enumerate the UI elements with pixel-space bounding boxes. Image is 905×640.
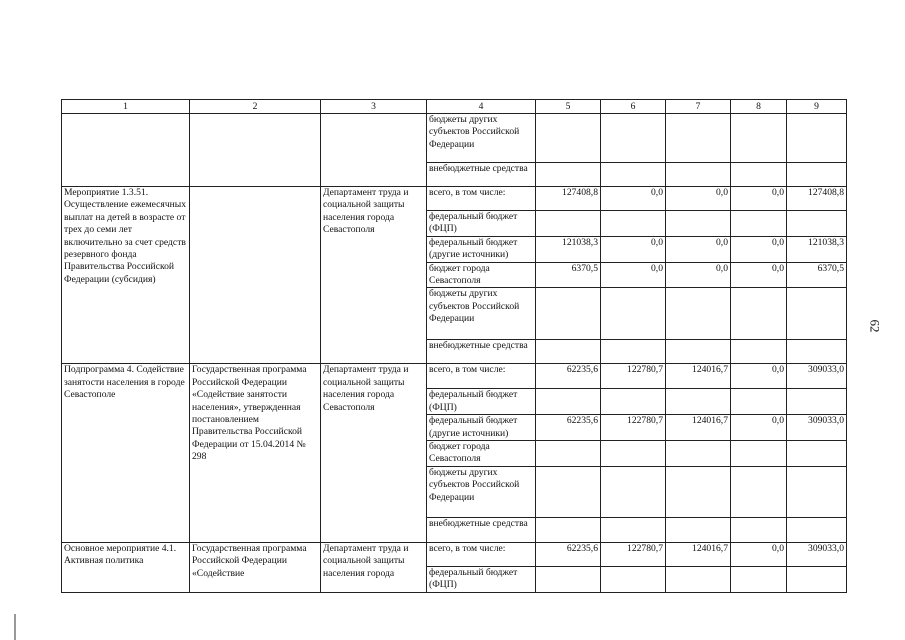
amount-cell — [536, 114, 601, 163]
table-row — [62, 114, 847, 163]
funding-source-cell: внебюджетные средства — [427, 340, 536, 364]
amount-cell: 309033,0 — [787, 542, 847, 566]
amount-cell: 122780,7 — [601, 364, 666, 389]
amount-cell — [666, 211, 731, 237]
amount-cell — [787, 340, 847, 364]
table-row — [62, 542, 847, 566]
table-body — [62, 100, 847, 593]
executor-cell: Департамент труда и социальной защиты населения города Севастополя — [321, 364, 427, 542]
amount-cell: 0,0 — [731, 236, 787, 262]
amount-cell — [666, 114, 731, 163]
scan-edge-mark — [14, 614, 16, 640]
amount-cell — [731, 114, 787, 163]
amount-cell — [666, 389, 731, 415]
header-cell: 1 — [62, 100, 190, 114]
funding-source-cell: бюджеты других субъектов Российской Федерации — [427, 466, 536, 517]
program-cell — [190, 187, 321, 364]
amount-cell: 62235,6 — [536, 415, 601, 441]
amount-cell: 122780,7 — [601, 415, 666, 441]
amount-cell: 0,0 — [731, 262, 787, 288]
activity-name-cell: Основное мероприятие 4.1. Активная политика — [62, 542, 190, 592]
header-cell: 3 — [321, 100, 427, 114]
budget-table — [61, 99, 847, 593]
amount-cell — [666, 441, 731, 467]
activity-name-cell: Подпрограмма 4. Содействие занятости населения в городе Севастополе — [62, 364, 190, 542]
header-cell: 2 — [190, 100, 321, 114]
amount-cell — [536, 163, 601, 187]
program-cell: Государственная программа Российской Федерации «Содействие занятости населения», утвержденная постановлением Правительства Российской Федерации от 15.04.2014 № 298 — [190, 364, 321, 542]
amount-cell — [787, 288, 847, 340]
amount-cell: 0,0 — [731, 187, 787, 211]
executor-cell: Департамент труда и социальной защиты населения города — [321, 542, 427, 592]
amount-cell — [731, 340, 787, 364]
amount-cell: 0,0 — [731, 415, 787, 441]
header-cell: 8 — [731, 100, 787, 114]
amount-cell — [601, 517, 666, 542]
amount-cell — [787, 211, 847, 237]
amount-cell — [601, 466, 666, 517]
amount-cell — [601, 163, 666, 187]
amount-cell — [731, 389, 787, 415]
header-cell: 4 — [427, 100, 536, 114]
amount-cell — [601, 340, 666, 364]
funding-source-cell: федеральный бюджет (ФЦП) — [427, 389, 536, 415]
amount-cell — [731, 466, 787, 517]
amount-cell — [787, 466, 847, 517]
activity-name-cell — [62, 114, 190, 187]
program-cell: Государственная программа Российской Федерации «Содействие — [190, 542, 321, 592]
funding-source-cell: всего, в том числе: — [427, 542, 536, 566]
amount-cell — [787, 517, 847, 542]
amount-cell: 62235,6 — [536, 542, 601, 566]
amount-cell — [666, 288, 731, 340]
funding-source-cell: всего, в том числе: — [427, 187, 536, 211]
amount-cell: 127408,8 — [787, 187, 847, 211]
amount-cell — [601, 114, 666, 163]
amount-cell: 121038,3 — [787, 236, 847, 262]
funding-source-cell: бюджеты других субъектов Российской Федерации — [427, 114, 536, 163]
amount-cell — [731, 566, 787, 592]
amount-cell — [536, 566, 601, 592]
page-number: 62 — [867, 319, 883, 333]
amount-cell — [666, 517, 731, 542]
amount-cell — [536, 441, 601, 467]
activity-name-cell: Мероприятие 1.3.51. Осуществление ежемесячных выплат на детей в возрасте от трех до семи лет включительно за счет средств резервного фонда Правительства Российской Федерации (субсидия) — [62, 187, 190, 364]
amount-cell — [536, 288, 601, 340]
amount-cell — [666, 340, 731, 364]
amount-cell: 0,0 — [666, 236, 731, 262]
amount-cell: 0,0 — [731, 542, 787, 566]
amount-cell — [731, 441, 787, 467]
amount-cell — [536, 340, 601, 364]
executor-cell: Департамент труда и социальной защиты населения города Севастополя — [321, 187, 427, 364]
amount-cell: 0,0 — [666, 187, 731, 211]
funding-source-cell: внебюджетные средства — [427, 517, 536, 542]
program-cell — [190, 114, 321, 187]
amount-cell — [666, 466, 731, 517]
amount-cell: 0,0 — [601, 236, 666, 262]
amount-cell — [536, 211, 601, 237]
amount-cell: 124016,7 — [666, 415, 731, 441]
executor-cell — [321, 114, 427, 187]
amount-cell: 6370,5 — [787, 262, 847, 288]
amount-cell: 0,0 — [601, 262, 666, 288]
header-cell: 5 — [536, 100, 601, 114]
amount-cell: 124016,7 — [666, 542, 731, 566]
header-cell: 9 — [787, 100, 847, 114]
funding-source-cell: всего, в том числе: — [427, 364, 536, 389]
amount-cell — [787, 441, 847, 467]
funding-source-cell: бюджет города Севастополя — [427, 262, 536, 288]
table-row — [62, 364, 847, 389]
amount-cell: 0,0 — [601, 187, 666, 211]
amount-cell — [536, 466, 601, 517]
amount-cell — [787, 566, 847, 592]
amount-cell — [601, 288, 666, 340]
amount-cell: 0,0 — [731, 364, 787, 389]
amount-cell: 127408,8 — [536, 187, 601, 211]
amount-cell — [601, 211, 666, 237]
funding-source-cell: внебюджетные средства — [427, 163, 536, 187]
amount-cell: 62235,6 — [536, 364, 601, 389]
funding-source-cell: федеральный бюджет (другие источники) — [427, 415, 536, 441]
funding-source-cell: бюджет города Севастополя — [427, 441, 536, 467]
header-row — [62, 100, 847, 114]
amount-cell: 309033,0 — [787, 415, 847, 441]
amount-cell — [731, 288, 787, 340]
amount-cell — [787, 389, 847, 415]
funding-source-cell: федеральный бюджет (другие источники) — [427, 236, 536, 262]
amount-cell: 121038,3 — [536, 236, 601, 262]
amount-cell — [731, 211, 787, 237]
header-cell: 7 — [666, 100, 731, 114]
funding-source-cell: федеральный бюджет (ФЦП) — [427, 211, 536, 237]
funding-source-cell: федеральный бюджет (ФЦП) — [427, 566, 536, 592]
amount-cell — [536, 389, 601, 415]
header-cell: 6 — [601, 100, 666, 114]
amount-cell: 0,0 — [666, 262, 731, 288]
amount-cell — [666, 163, 731, 187]
amount-cell — [536, 517, 601, 542]
amount-cell — [787, 163, 847, 187]
amount-cell — [787, 114, 847, 163]
amount-cell — [601, 441, 666, 467]
amount-cell: 309033,0 — [787, 364, 847, 389]
amount-cell: 6370,5 — [536, 262, 601, 288]
amount-cell — [731, 163, 787, 187]
amount-cell — [731, 517, 787, 542]
amount-cell: 124016,7 — [666, 364, 731, 389]
amount-cell — [666, 566, 731, 592]
table-row — [62, 187, 847, 211]
amount-cell — [601, 566, 666, 592]
funding-source-cell: бюджеты других субъектов Российской Федерации — [427, 288, 536, 340]
amount-cell — [601, 389, 666, 415]
amount-cell: 122780,7 — [601, 542, 666, 566]
